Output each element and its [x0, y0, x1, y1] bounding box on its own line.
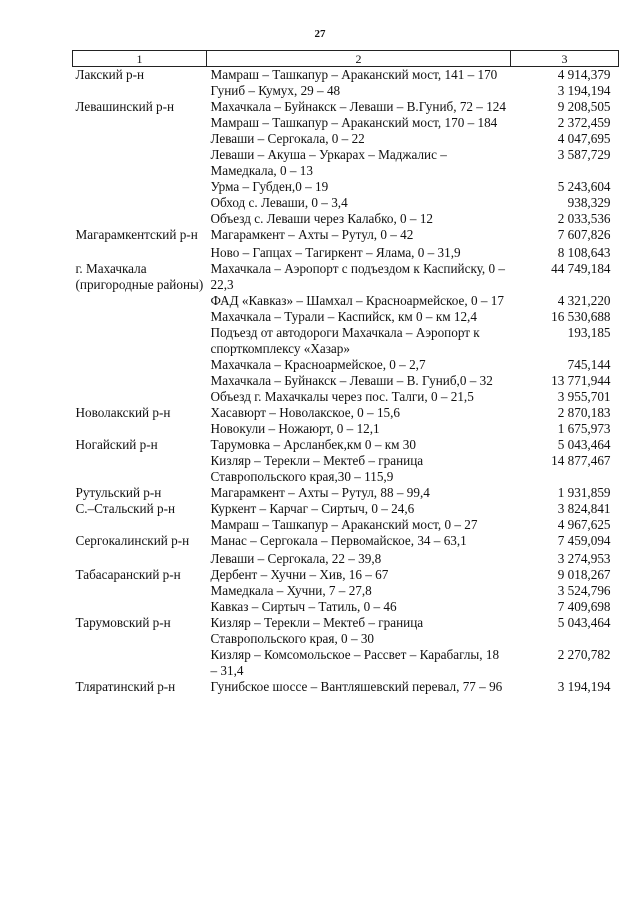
district-cell [73, 421, 207, 437]
table-body [73, 67, 619, 696]
page-number: 27 [314, 28, 326, 40]
column-header-1: 1 [73, 51, 207, 67]
district-cell: Рутульский р-н [75, 485, 162, 500]
road-cell: Хасавюрт – Новолакское, 0 – 15,6 [210, 405, 401, 420]
table-row [73, 325, 619, 357]
table-row [73, 389, 619, 405]
cost-cell: 3 587,729 [557, 147, 611, 162]
road-cell: Махачкала – Турали – Каспийск, км 0 – км 12,4 [210, 309, 477, 324]
cost-cell: 2 033,536 [557, 211, 611, 226]
cost-cell: 3 955,701 [557, 389, 611, 404]
district-cell [73, 583, 207, 599]
district-cell [73, 325, 207, 357]
cost-cell: 9 208,505 [557, 99, 611, 114]
table-row [73, 647, 619, 679]
cost-cell: 5 243,604 [557, 179, 611, 194]
table-row [73, 373, 619, 389]
cost-cell: 3 194,194 [557, 83, 611, 98]
table-row [73, 615, 619, 647]
road-cell: Мамраш – Ташкапур – Араканский мост, 170 – 184 [210, 115, 498, 130]
road-cell: Махачкала – Аэропорт с подъездом к Каспийску, 0 – 22,3 [210, 261, 506, 292]
table-row [73, 115, 619, 131]
table-row [73, 533, 619, 549]
table-row [73, 211, 619, 227]
district-cell [73, 147, 207, 179]
road-cell: Леваши – Акуша – Уркарах – Маджалис – Мамедкала, 0 – 13 [210, 147, 447, 178]
road-cell: Новокули – Ножаюрт, 0 – 12,1 [210, 421, 380, 436]
cost-cell: 7 607,826 [557, 227, 611, 242]
cost-cell: 3 194,194 [557, 679, 611, 694]
cost-cell: 14 877,467 [551, 453, 611, 468]
road-cell: Объезд с. Леваши через Калабко, 0 – 12 [210, 211, 434, 226]
cost-cell: 938,329 [567, 195, 611, 210]
cost-cell: 3 824,841 [557, 501, 611, 516]
road-cell: Кизляр – Комсомольское – Рассвет – Карабаглы, 18 – 31,4 [210, 647, 500, 678]
road-cell: Махачкала – Красноармейское, 0 – 2,7 [210, 357, 426, 372]
district-cell [73, 389, 207, 405]
cost-cell: 13 771,944 [551, 373, 611, 388]
district-cell [73, 179, 207, 195]
table-row [73, 309, 619, 325]
cost-cell: 2 270,782 [557, 647, 611, 662]
cost-cell: 193,185 [567, 325, 611, 340]
road-cell: Магарамкент – Ахты – Рутул, 88 – 99,4 [210, 485, 430, 500]
road-cell: Леваши – Сергокала, 0 – 22 [210, 131, 365, 146]
cost-cell: 1 931,859 [557, 485, 611, 500]
table-row [73, 405, 619, 421]
cost-cell: 2 870,183 [557, 405, 611, 420]
cost-cell: 7 459,094 [557, 533, 611, 548]
table-row [73, 679, 619, 695]
table-row [73, 147, 619, 179]
road-cell: Подъезд от автодороги Махачкала – Аэропорт к спорткомплексу «Хазар» [210, 325, 480, 356]
district-cell: Табасаранский р-н [75, 567, 181, 582]
table-row [73, 243, 619, 261]
district-cell [73, 599, 207, 615]
district-cell: Новолакский р-н [75, 405, 171, 420]
district-cell [73, 293, 207, 309]
table-row [73, 501, 619, 517]
table-row [73, 517, 619, 533]
district-cell [73, 195, 207, 211]
road-cell: Урма – Губден,0 – 19 [210, 179, 329, 194]
cost-cell: 4 047,695 [557, 131, 611, 146]
district-cell [73, 549, 207, 567]
table-row [73, 67, 619, 84]
table-row [73, 179, 619, 195]
table-row [73, 549, 619, 567]
district-cell: Тарумовский р-н [75, 615, 171, 630]
district-cell [73, 357, 207, 373]
cost-cell: 4 321,220 [557, 293, 611, 308]
road-cell: Кизляр – Терекли – Мектеб – граница Ставропольского края, 0 – 30 [210, 615, 424, 646]
table-row [73, 599, 619, 615]
district-cell: Магарамкентский р-н [75, 227, 198, 242]
road-cell: Кавказ – Сиртыч – Татиль, 0 – 46 [210, 599, 397, 614]
district-cell [73, 517, 207, 533]
cost-cell: 3 274,953 [557, 551, 611, 566]
table-row [73, 437, 619, 453]
cost-cell: 44 749,184 [551, 261, 611, 276]
cost-cell: 1 675,973 [557, 421, 611, 436]
road-cell: Гуниб – Кумух, 29 – 48 [210, 83, 341, 98]
column-header-2: 2 [207, 51, 511, 67]
district-cell [73, 309, 207, 325]
roads-table [72, 50, 619, 695]
table-row [73, 261, 619, 293]
table-row [73, 453, 619, 485]
table-row [73, 485, 619, 501]
road-cell: Обход с. Леваши, 0 – 3,4 [210, 195, 348, 210]
table-row [73, 293, 619, 309]
district-cell: Ногайский р-н [75, 437, 158, 452]
cost-cell: 5 043,464 [557, 437, 611, 452]
table-row [73, 583, 619, 599]
cost-cell: 745,144 [567, 357, 611, 372]
road-cell: Кизляр – Терекли – Мектеб – граница Ставропольского края,30 – 115,9 [210, 453, 424, 484]
district-cell [73, 243, 207, 261]
road-cell: Мамедкала – Хучни, 7 – 27,8 [210, 583, 372, 598]
district-cell [73, 373, 207, 389]
table-row [73, 421, 619, 437]
district-cell: г. Махачкала (пригородные районы) [75, 261, 204, 292]
cost-cell: 16 530,688 [551, 309, 611, 324]
district-cell: Тляратинский р-н [75, 679, 176, 694]
table-row [73, 567, 619, 583]
cost-cell: 4 914,379 [557, 67, 611, 82]
road-cell: Магарамкент – Ахты – Рутул, 0 – 42 [210, 227, 414, 242]
table-row [73, 131, 619, 147]
district-cell: Лакский р-н [75, 67, 145, 82]
road-cell: Куркент – Карчаг – Сиртыч, 0 – 24,6 [210, 501, 415, 516]
table-row [73, 99, 619, 115]
table-row [73, 195, 619, 211]
district-cell [73, 83, 207, 99]
cost-cell: 5 043,464 [557, 615, 611, 630]
road-cell: Махачкала – Буйнакск – Леваши – В. Гуниб,0 – 32 [210, 373, 493, 388]
table-row [73, 357, 619, 373]
road-cell: Мамраш – Ташкапур – Араканский мост, 0 – 27 [210, 517, 478, 532]
cost-cell: 7 409,698 [557, 599, 611, 614]
road-cell: Махачкала – Буйнакск – Леваши – В.Гуниб, 72 – 124 [210, 99, 506, 114]
road-cell: Леваши – Сергокала, 22 – 39,8 [210, 551, 382, 566]
district-cell: Сергокалинский р-н [75, 533, 190, 548]
district-cell [73, 211, 207, 227]
district-cell [73, 453, 207, 485]
header-row [73, 51, 619, 67]
road-cell: Гунибское шоссе – Вантляшевский перевал, 77 – 96 [210, 679, 503, 694]
cost-cell: 4 967,625 [557, 517, 611, 532]
district-cell [73, 131, 207, 147]
cost-cell: 3 524,796 [557, 583, 611, 598]
district-cell: Левашинский р-н [75, 99, 175, 114]
road-cell: Объезд г. Махачкалы через пос. Талги, 0 – 21,5 [210, 389, 474, 404]
cost-cell: 8 108,643 [557, 245, 611, 260]
district-cell: С.–Стальский р-н [75, 501, 176, 516]
column-header-3: 3 [511, 51, 619, 67]
road-cell: Ново – Гапцах – Тагиркент – Ялама, 0 – 31,9 [210, 245, 461, 260]
cost-cell: 9 018,267 [557, 567, 611, 582]
road-cell: Дербент – Хучни – Хив, 16 – 67 [210, 567, 389, 582]
district-cell [73, 115, 207, 131]
road-cell: Мамраш – Ташкапур – Араканский мост, 141 – 170 [210, 67, 498, 82]
table-row [73, 227, 619, 243]
district-cell [73, 647, 207, 679]
table-row [73, 83, 619, 99]
road-cell: Манас – Сергокала – Первомайское, 34 – 63,1 [210, 533, 467, 548]
cost-cell: 2 372,459 [557, 115, 611, 130]
road-cell: ФАД «Кавказ» – Шамхал – Красноармейское, 0 – 17 [210, 293, 504, 308]
road-cell: Тарумовка – Арсланбек,км 0 – км 30 [210, 437, 416, 452]
